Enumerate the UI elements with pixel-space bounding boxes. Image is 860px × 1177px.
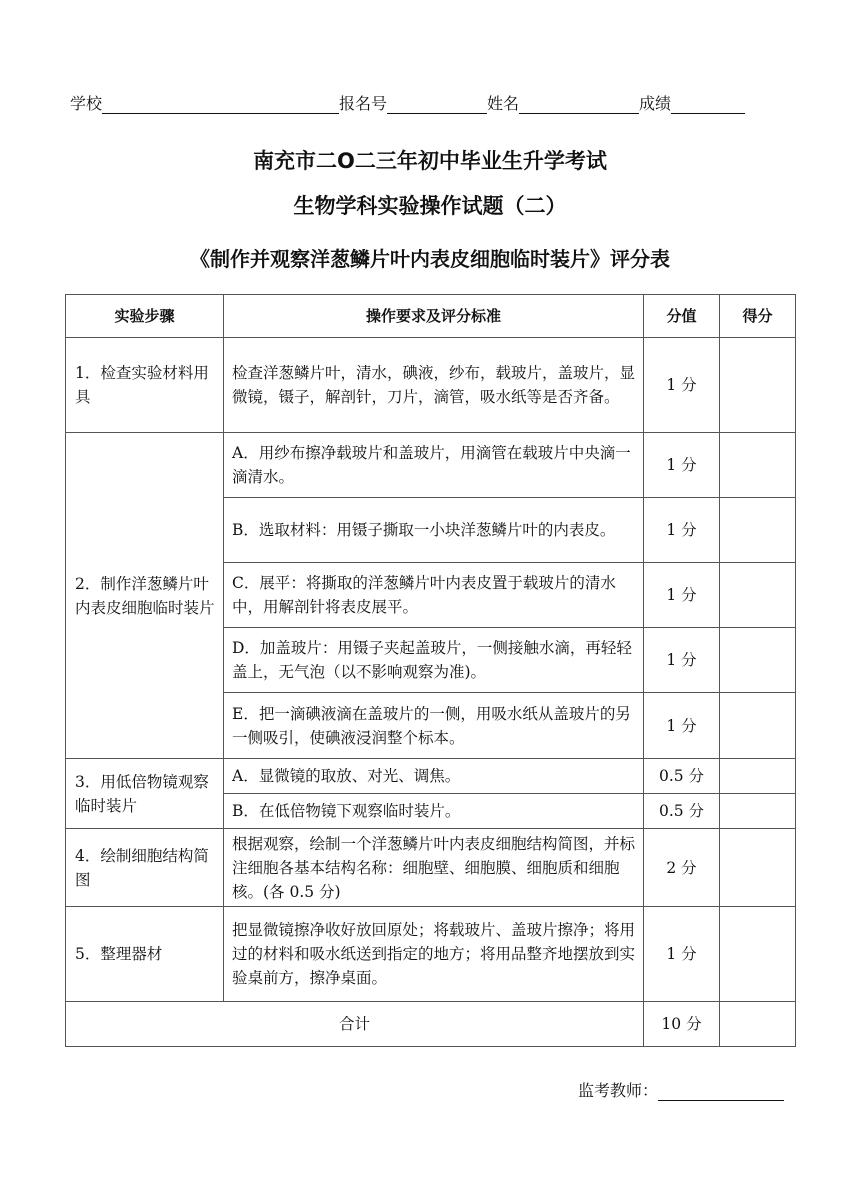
earned-score-cell[interactable] xyxy=(720,693,796,759)
criteria-cell: A．显微镜的取放、对光、调焦。 xyxy=(224,759,644,794)
points-cell: 1 分 xyxy=(644,433,720,498)
column-header-earned: 得分 xyxy=(720,295,796,338)
table-header-row xyxy=(66,295,796,338)
total-row xyxy=(66,1002,796,1047)
exam-header xyxy=(70,90,785,114)
table-row xyxy=(66,338,796,433)
criteria-cell: B．在低倍物镜下观察临时装片。 xyxy=(224,794,644,829)
name-label: 姓名 xyxy=(487,94,520,113)
scoring-table xyxy=(65,294,796,1047)
earned-score-cell[interactable] xyxy=(720,563,796,628)
table-row xyxy=(66,759,796,794)
earned-score-cell[interactable] xyxy=(720,907,796,1002)
criteria-cell: E．把一滴碘液滴在盖玻片的一侧，用吸水纸从盖玻片的另一侧吸引，使碘液浸润整个标本。 xyxy=(224,693,644,759)
school-label: 学校 xyxy=(70,94,103,113)
points-cell: 1 分 xyxy=(644,693,720,759)
scoring-table-title: 《制作并观察洋葱鳞片叶内表皮细胞临时装片》评分表 xyxy=(190,247,670,271)
column-header-step: 实验步骤 xyxy=(66,295,224,338)
points-cell: 1 分 xyxy=(644,907,720,1002)
criteria-cell: 把显微镜擦净收好放回原处；将载玻片、盖玻片擦净；将用过的材料和吸水纸送到指定的地方；将用品整齐地摆放到实验桌前方，擦净桌面。 xyxy=(224,907,644,1002)
criteria-cell: A．用纱布擦净载玻片和盖玻片，用滴管在载玻片中央滴一滴清水。 xyxy=(224,433,644,498)
table-row xyxy=(66,829,796,907)
earned-score-cell[interactable] xyxy=(720,338,796,433)
step-cell: 4．绘制细胞结构简图 xyxy=(66,829,224,907)
total-label: 合计 xyxy=(66,1002,644,1047)
step-cell: 3．用低倍物镜观察临时装片 xyxy=(66,759,224,829)
points-cell: 0.5 分 xyxy=(644,794,720,829)
points-cell: 0.5 分 xyxy=(644,759,720,794)
proctor-signature-field[interactable] xyxy=(658,1082,784,1101)
points-cell: 2 分 xyxy=(644,829,720,907)
points-cell: 1 分 xyxy=(644,338,720,433)
total-earned-cell[interactable] xyxy=(720,1002,796,1047)
earned-score-cell[interactable] xyxy=(720,829,796,907)
score-label: 成绩 xyxy=(639,94,672,113)
earned-score-cell[interactable] xyxy=(720,433,796,498)
criteria-cell: B．选取材料：用镊子撕取一小块洋葱鳞片叶的内表皮。 xyxy=(224,498,644,563)
points-cell: 1 分 xyxy=(644,563,720,628)
criteria-cell: 检查洋葱鳞片叶，清水，碘液，纱布，载玻片，盖玻片，显微镜，镊子，解剖针，刀片，滴管，吸水纸等是否齐备。 xyxy=(224,338,644,433)
proctor-signature-line xyxy=(578,1078,784,1101)
points-cell: 1 分 xyxy=(644,628,720,693)
earned-score-cell[interactable] xyxy=(720,498,796,563)
proctor-label: 监考教师： xyxy=(578,1081,659,1100)
earned-score-cell[interactable] xyxy=(720,628,796,693)
criteria-cell: 根据观察，绘制一个洋葱鳞片叶内表皮细胞结构简图，并标注细胞各基本结构名称：细胞壁、细胞膜、细胞质和细胞核。(各 0.5 分) xyxy=(224,829,644,907)
exam-subtitle: 生物学科实验操作试题（二） xyxy=(293,194,567,218)
table-row xyxy=(66,907,796,1002)
school-field[interactable] xyxy=(102,95,339,114)
column-header-criteria: 操作要求及评分标准 xyxy=(224,295,644,338)
criteria-cell: C．展平：将撕取的洋葱鳞片叶内表皮置于载玻片的清水中，用解剖针将表皮展平。 xyxy=(224,563,644,628)
step-cell: 2．制作洋葱鳞片叶内表皮细胞临时装片 xyxy=(66,433,224,759)
step-cell: 1．检查实验材料用具 xyxy=(66,338,224,433)
earned-score-cell[interactable] xyxy=(720,759,796,794)
registration-number-label: 报名号 xyxy=(339,94,388,113)
registration-number-field[interactable] xyxy=(387,95,487,114)
points-cell: 1 分 xyxy=(644,498,720,563)
earned-score-cell[interactable] xyxy=(720,794,796,829)
step-cell: 5．整理器材 xyxy=(66,907,224,1002)
name-field[interactable] xyxy=(519,95,639,114)
total-points: 10 分 xyxy=(644,1002,720,1047)
column-header-points: 分值 xyxy=(644,295,720,338)
exam-title: 南充市二O二三年初中毕业生升学考试 xyxy=(253,149,607,173)
criteria-cell: D．加盖玻片：用镊子夹起盖玻片，一侧接触水滴，再轻轻盖上，无气泡（以不影响观察为准)。 xyxy=(224,628,644,693)
table-row xyxy=(66,433,796,498)
score-field[interactable] xyxy=(671,95,745,114)
